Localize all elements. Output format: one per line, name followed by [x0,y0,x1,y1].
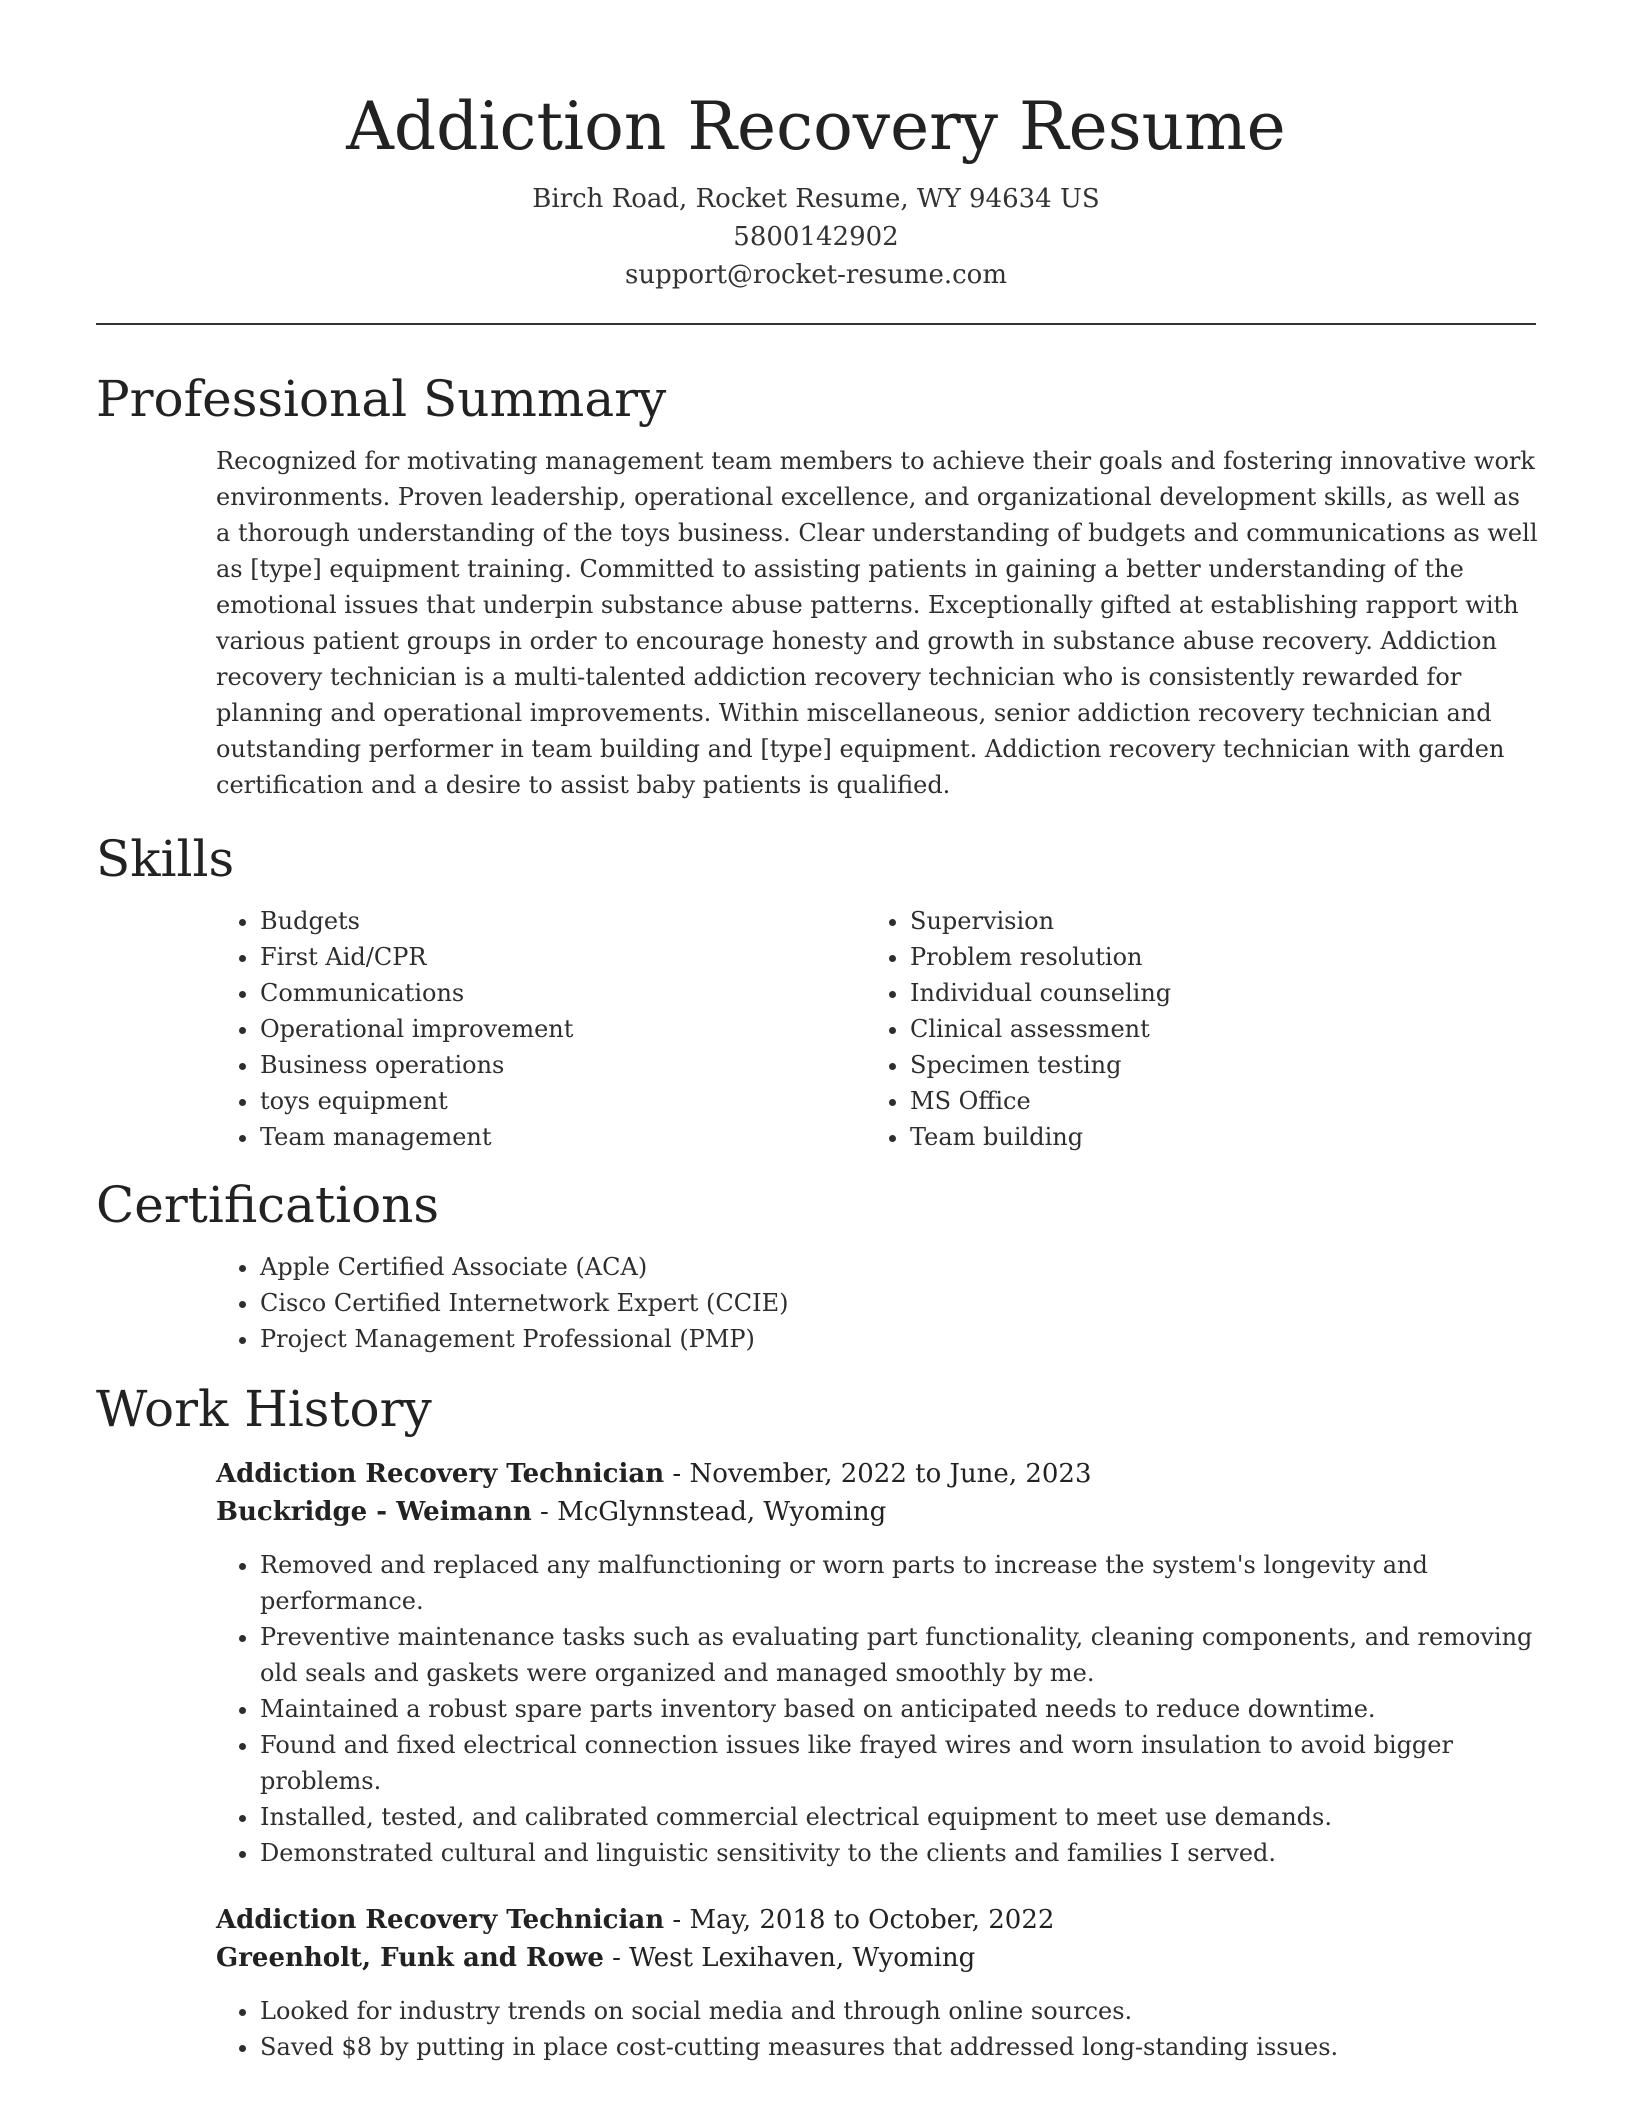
skill-item: • Budgets [260,903,866,939]
skill-item: • First Aid/CPR [260,939,866,975]
contact-phone: 5800142902 [733,222,899,252]
job-role: Addiction Recovery Technician [216,1459,665,1489]
job-company: Greenholt, Funk and Rowe [216,1943,604,1973]
skill-item: • Clinical assessment [910,1011,1516,1047]
certification-item: • Cisco Certified Internetwork Expert (CCIE) [260,1285,1538,1321]
job-company-line [216,1939,1538,1977]
skill-item: • Team building [910,1119,1516,1155]
job-duties [216,1547,1538,1871]
skill-item: • MS Office [910,1083,1516,1119]
skill-item: • Communications [260,975,866,1011]
summary-text: Recognized for motivating management team members to achieve their goals and fostering innovative work environments. Proven leadership, operational excellence, and organizational development skills, as well as a thorough understanding of the toys business. Clear understanding of budgets and communications as well as [type] equipment training. Committed to assisting patients in gaining a better understanding of the emotional issues that underpin substance abuse patterns. Exceptionally gifted at establishing rapport with various patient groups in order to encourage honesty and growth in substance abuse recovery. Addiction recovery technician is a multi-talented addiction recovery technician who is consistently rewarded for planning and operational improvements. Within miscellaneous, senior addiction recovery technician and outstanding performer in team building and [type] equipment. Addiction recovery technician with garden certification and a desire to assist baby patients is qualified. [216,447,1538,799]
job-title-line [216,1901,1538,1939]
skill-item: • Individual counseling [910,975,1516,1011]
job-duty: • Maintained a robust spare parts inventory based on anticipated needs to reduce downtime. [260,1691,1538,1727]
job-entry [216,1901,1538,2065]
skills-section [96,827,1536,1155]
contact-block [96,180,1536,294]
job-dates: - May, 2018 to October, 2022 [664,1905,1055,1935]
job-entry [216,1455,1538,1871]
job-company-line [216,1493,1538,1531]
job-duty: • Preventive maintenance tasks such as evaluating part functionality, cleaning components, and removing old seals and gaskets were organized and managed smoothly by me. [260,1619,1538,1691]
resume-title: Addiction Recovery Resume [346,88,1286,165]
skills-column-left [216,903,866,1155]
skill-item: • Specimen testing [910,1047,1516,1083]
job-location: - West Lexihaven, Wyoming [603,1943,976,1973]
job-company: Buckridge - Weimann [216,1497,532,1527]
job-title-line [216,1455,1538,1493]
skills-columns [216,903,1536,1155]
summary-section [96,367,1536,803]
certification-item: • Project Management Professional (PMP) [260,1321,1538,1357]
job-duty: • Installed, tested, and calibrated commercial electrical equipment to meet use demands. [260,1799,1538,1835]
contact-email: support@rocket-resume.com [624,260,1007,290]
certifications-heading: Certifications [96,1176,440,1234]
contact-address: Birch Road, Rocket Resume, WY 94634 US [532,184,1100,214]
certification-item: • Apple Certified Associate (ACA) [260,1249,1538,1285]
skill-item: • Team management [260,1119,866,1155]
job-duty: • Demonstrated cultural and linguistic sensitivity to the clients and families I served. [260,1835,1538,1871]
job-location: - McGlynnstead, Wyoming [531,1497,887,1527]
certifications-section [96,1173,1536,1357]
certifications-body [216,1249,1538,1357]
skill-item: • Business operations [260,1047,866,1083]
skill-item: • Problem resolution [910,939,1516,975]
job-role: Addiction Recovery Technician [216,1905,665,1935]
job-duty: • Removed and replaced any malfunctioning or worn parts to increase the system's longevity and performance. [260,1547,1538,1619]
resume-header [96,0,1536,325]
work-history-heading: Work History [96,1380,432,1438]
skills-column-right [866,903,1516,1155]
summary-body [216,443,1538,803]
work-history-section [96,1377,1536,2065]
skill-item: • toys equipment [260,1083,866,1119]
summary-heading: Professional Summary [96,370,667,428]
resume-page [96,0,1536,2065]
job-dates: - November, 2022 to June, 2023 [664,1459,1092,1489]
skill-item: • Supervision [910,903,1516,939]
job-duties [216,1993,1538,2065]
skill-item: • Operational improvement [260,1011,866,1047]
job-duty: • Found and fixed electrical connection issues like frayed wires and worn insulation to avoid bigger problems. [260,1727,1538,1799]
skills-heading: Skills [96,830,235,888]
job-duty: • Saved $8 by putting in place cost-cutting measures that addressed long-standing issues. [260,2029,1538,2065]
job-duty: • Looked for industry trends on social media and through online sources. [260,1993,1538,2029]
header-divider [96,323,1536,325]
